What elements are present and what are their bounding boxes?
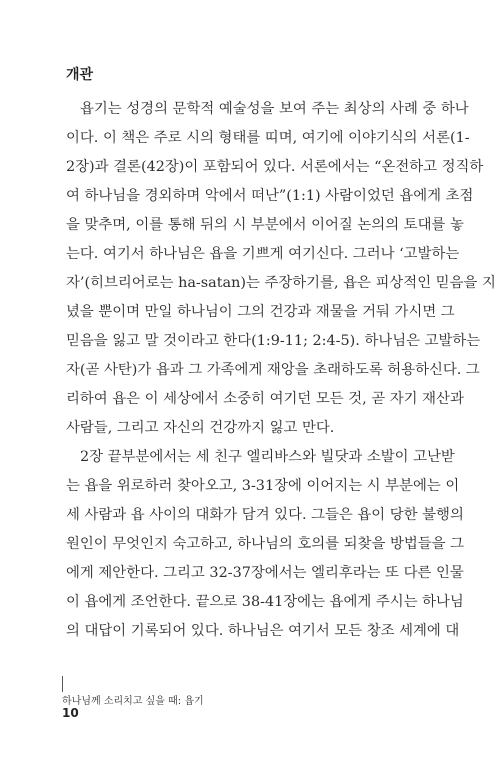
body-line: 세 사람과 욥 사이의 대화가 담겨 있다. 그들은 욥이 당한 불행의 bbox=[66, 507, 464, 523]
body-line: 원인이 무엇인지 숙고하고, 하나님의 호의를 되찾을 방법들을 그 bbox=[66, 536, 465, 552]
body-line: 믿음을 잃고 말 것이라고 한다(1:9-11; 2:4-5). 하나님은 고발하는 bbox=[66, 333, 481, 349]
body-line: 는다. 여기서 하나님은 욥을 기쁘게 여기신다. 그러나 ‘고발하는 bbox=[66, 246, 460, 262]
running-title: 하나님께 소리치고 싶을 때: 욥기 bbox=[62, 696, 204, 707]
section-heading: 개관 bbox=[66, 67, 94, 83]
body-line: 의 대답이 기록되어 있다. 하나님은 여기서 모든 창조 세계에 대 bbox=[66, 623, 460, 639]
body-line: 리하여 욥은 이 세상에서 소중히 여기던 모든 것, 곧 자기 재산과 bbox=[66, 391, 464, 407]
body-line: 에게 제안한다. 그리고 32-37장에서는 엘리후라는 또 다른 인물 bbox=[66, 565, 464, 581]
body-line: 을 맞추며, 이를 통해 뒤의 시 부분에서 이어질 논의의 토대를 놓 bbox=[66, 217, 464, 233]
body-line: 욥기는 성경의 문학적 예술성을 보여 주는 최상의 사례 중 하나 bbox=[80, 101, 469, 117]
footer-rule bbox=[62, 676, 63, 692]
body-line: 2장 끝부분에서는 세 친구 엘리바스와 빌닷과 소발이 고난받 bbox=[80, 449, 455, 465]
body-line: 사람들, 그리고 자신의 건강까지 잃고 만다. bbox=[66, 420, 335, 436]
body-line: 는 욥을 위로하러 찾아오고, 3-31장에 이어지는 시 부분에는 이 bbox=[66, 478, 460, 494]
body-text bbox=[66, 95, 496, 646]
body-line: 자(곧 사탄)가 욥과 그 가족에게 재앙을 초래하도록 허용하신다. 그 bbox=[66, 362, 480, 378]
body-line: 녔을 뿐이며 만일 하나님이 그의 건강과 재물을 거둬 가시면 그 bbox=[66, 304, 455, 320]
body-line: 여 하나님을 경외하며 악에서 떠난”(1:1) 사람이었던 욥에게 초점 bbox=[66, 188, 474, 204]
body-line: 이 욥에게 조언한다. 끝으로 38-41장에는 욥에게 주시는 하나님 bbox=[66, 594, 464, 610]
body-line: 자’(히브리어로는 ha-satan)는 주장하기를, 욥은 피상적인 믿음을 지 bbox=[66, 275, 496, 291]
body-line: 이다. 이 책은 주로 시의 형태를 띠며, 여기에 이야기식의 서론(1- bbox=[66, 130, 470, 146]
body-line: 2장)과 결론(42장)이 포함되어 있다. 서론에서는 “온전하고 정직하 bbox=[66, 159, 484, 175]
page-number: 10 bbox=[62, 706, 79, 720]
